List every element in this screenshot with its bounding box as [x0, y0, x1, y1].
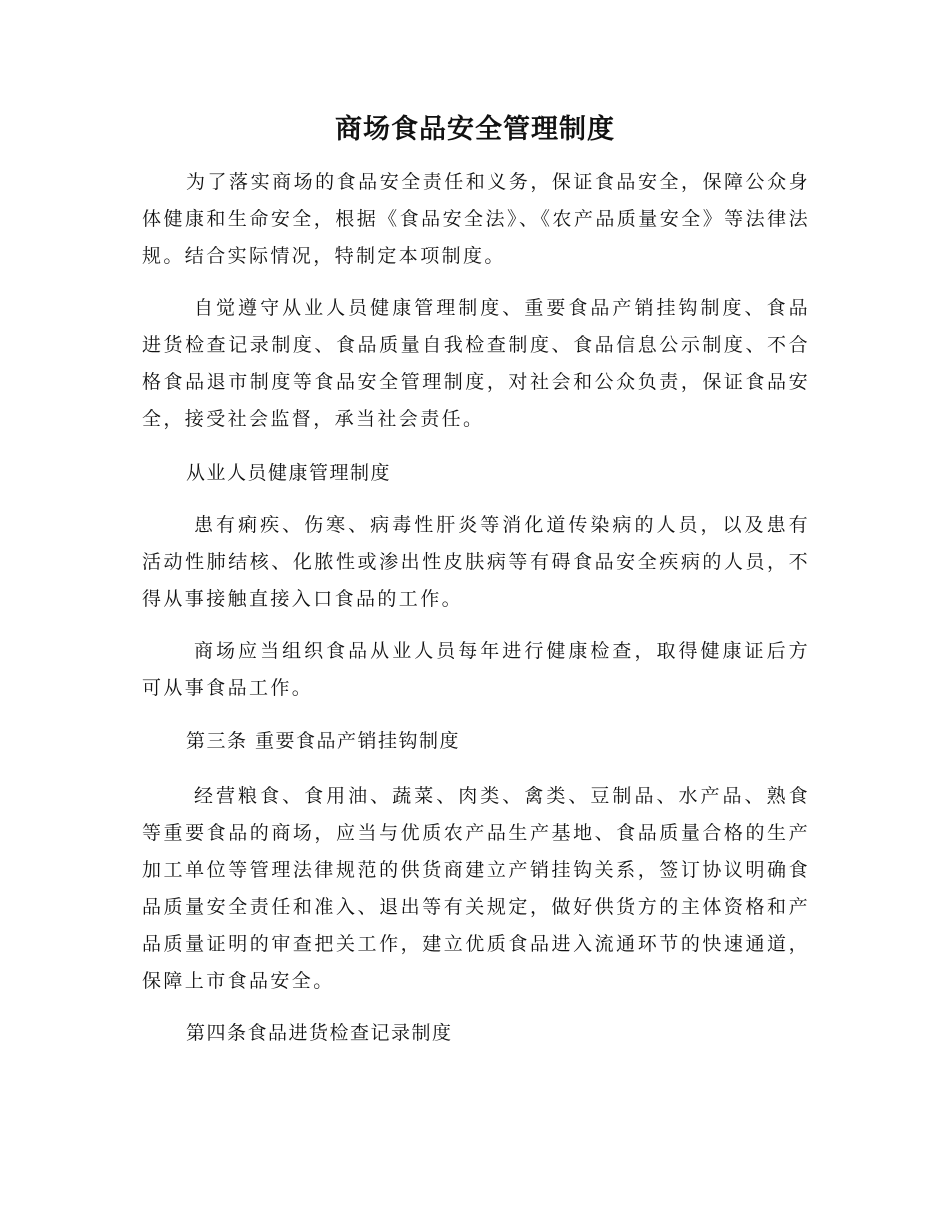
document-title: 商场食品安全管理制度 [335, 114, 615, 145]
section-heading-health-management: 从业人员健康管理制度 [186, 462, 392, 484]
paragraph-disease-restriction: 患有痢疾、伤寒、病毒性肝炎等消化道传染病的人员，以及患有活动性肺结核、化脓性或渗出性皮肤病等有碍食品安全疾病的人员，不得从事接触直接入口食品的工作。 [142, 514, 810, 610]
paragraph-health-check: 商场应当组织食品从业人员每年进行健康检查，取得健康证后方可从事食品工作。 [142, 640, 810, 699]
paragraph-supply-linkage: 经营粮食、食用油、蔬菜、肉类、禽类、豆制品、水产品、熟食等重要食品的商场，应当与优质农产品生产基地、食品质量合格的生产加工单位等管理法律规范的供货商建立产销挂钩关系，签订协议明确食品质量安全责任和准入、退出等有关规定，做好供货方的主体资格和产品质量证明的审查把关工作，建立优质食品进入流通环节的快速通道，保障上市食品安全。 [142, 785, 810, 992]
section-heading-article-3: 第三条 重要食品产销挂钩制度 [186, 730, 461, 752]
section-heading-article-4: 第四条食品进货检查记录制度 [186, 1022, 453, 1044]
paragraph-compliance: 自觉遵守从业人员健康管理制度、重要食品产销挂钩制度、食品进货检查记录制度、食品质量自我检查制度、食品信息公示制度、不合格食品退市制度等食品安全管理制度，对社会和公众负责，保证食品安全，接受社会监督，承当社会责任。 [142, 297, 810, 430]
paragraph-intro: 为了落实商场的食品安全责任和义务，保证食品安全，保障公众身体健康和生命安全，根据《食品安全法》、《农产品质量安全》等法律法规。结合实际情况，特制定本项制度。 [142, 171, 810, 267]
